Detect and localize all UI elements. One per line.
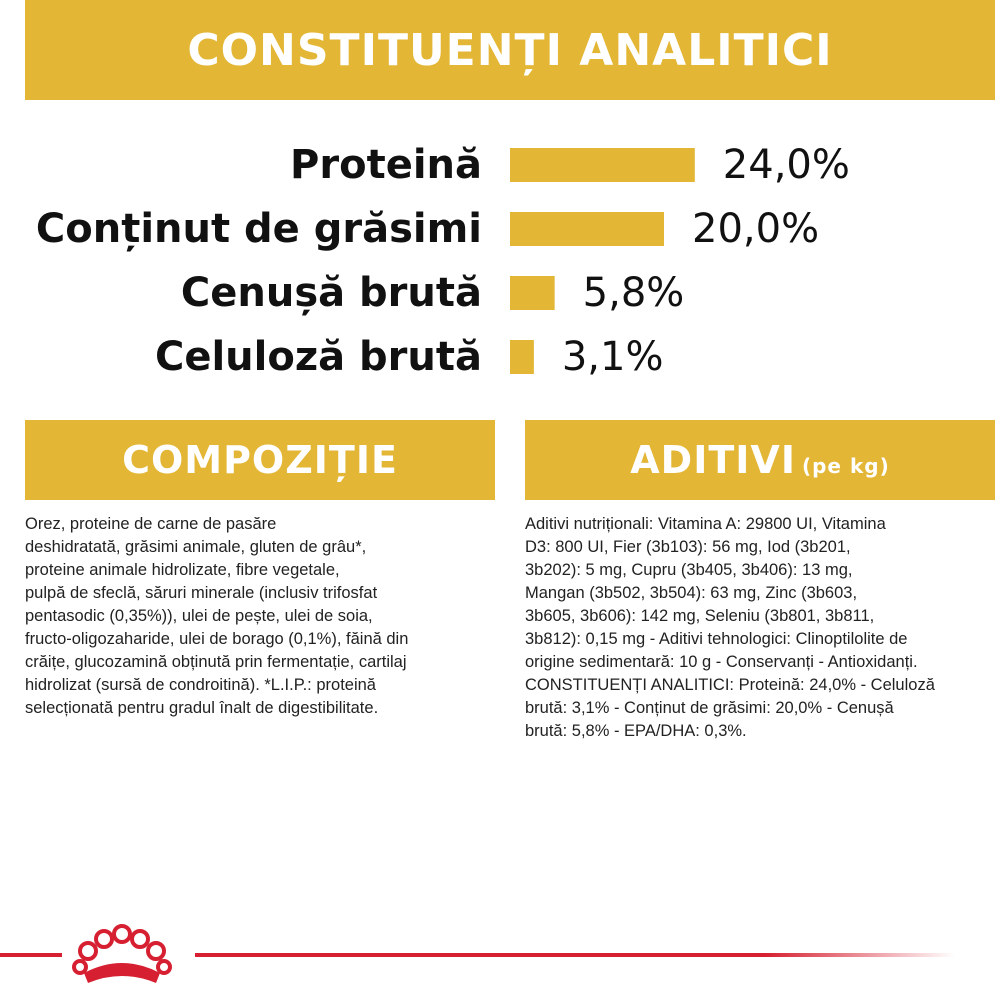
- additives-text: [525, 513, 970, 743]
- composition-text: [25, 513, 485, 720]
- additives-line: Aditivi nutriționali: Vitamina A: 29800 UI, Vitamina: [525, 515, 886, 533]
- analytic-constituents-chart: [0, 125, 1000, 395]
- crown-icon: [66, 917, 178, 989]
- additives-subtitle: (pe kg): [801, 454, 890, 478]
- bar: [510, 148, 695, 182]
- additives-title: ADITIVI: [630, 438, 796, 482]
- bar-category-label: Conținut de grăsimi: [35, 206, 482, 252]
- composition-title: COMPOZIȚIE: [122, 438, 398, 482]
- composition-line: pentasodic (0,35%)), ulei de pește, ulei de soia,: [25, 607, 373, 625]
- additives-line: origine sedimentară: 10 g - Conservanți - Antioxidanți.: [525, 653, 918, 671]
- bar: [510, 340, 534, 374]
- additives-line: 3b605, 3b606): 142 mg, Seleniu (3b801, 3b811,: [525, 607, 875, 625]
- additives-line: brută: 3,1% - Conținut de grăsimi: 20,0% - Cenușă: [525, 699, 894, 717]
- composition-line: selecționată pentru gradul înalt de digestibilitate.: [25, 699, 379, 717]
- footer-divider: [195, 953, 955, 957]
- additives-line: 3b202): 5 mg, Cupru (3b405, 3b406): 13 mg,: [525, 561, 853, 579]
- bar-category-label: Proteină: [290, 142, 482, 188]
- additives-line: D3: 800 UI, Fier (3b103): 56 mg, Iod (3b201,: [525, 538, 851, 556]
- bar-category-label: Cenușă brută: [180, 270, 482, 316]
- bar-value-label: 5,8%: [582, 270, 685, 316]
- footer-divider-left: [0, 953, 62, 957]
- additives-line: 3b812): 0,15 mg - Aditivi tehnologici: Clinoptilolite de: [525, 630, 908, 648]
- additives-line: CONSTITUENȚI ANALITICI: Proteină: 24,0% - Celuloză: [525, 676, 935, 694]
- bar-category-label: Celuloză brută: [154, 334, 482, 380]
- bar: [510, 276, 555, 310]
- composition-line: hidrolizat (sursă de condroitină). *L.I.P.: proteină: [25, 676, 376, 694]
- composition-line: proteine animale hidrolizate, fibre vegetale,: [25, 561, 340, 579]
- composition-line: deshidratată, grăsimi animale, gluten de grâu*,: [25, 538, 367, 556]
- composition-line: fructo-oligozaharide, ulei de borago (0,1%), făină din: [25, 630, 409, 648]
- analytic-constituents-title: CONSTITUENȚI ANALITICI: [187, 24, 833, 76]
- additives-line: brută: 5,8% - EPA/DHA: 0,3%.: [525, 722, 747, 740]
- composition-line: crăițe, glucozamină obținută prin fermentație, cartilaj: [25, 653, 407, 671]
- additives-banner: [525, 420, 995, 500]
- composition-banner: [25, 420, 495, 500]
- bar-value-label: 20,0%: [692, 206, 820, 252]
- bar-value-label: 3,1%: [561, 334, 664, 380]
- composition-line: Orez, proteine de carne de pasăre: [25, 515, 277, 533]
- bar: [510, 212, 664, 246]
- analytic-constituents-banner: [25, 0, 995, 100]
- composition-line: pulpă de sfeclă, săruri minerale (inclusiv trifosfat: [25, 584, 378, 602]
- additives-line: Mangan (3b502, 3b504): 63 mg, Zinc (3b603,: [525, 584, 858, 602]
- bar-value-label: 24,0%: [722, 142, 850, 188]
